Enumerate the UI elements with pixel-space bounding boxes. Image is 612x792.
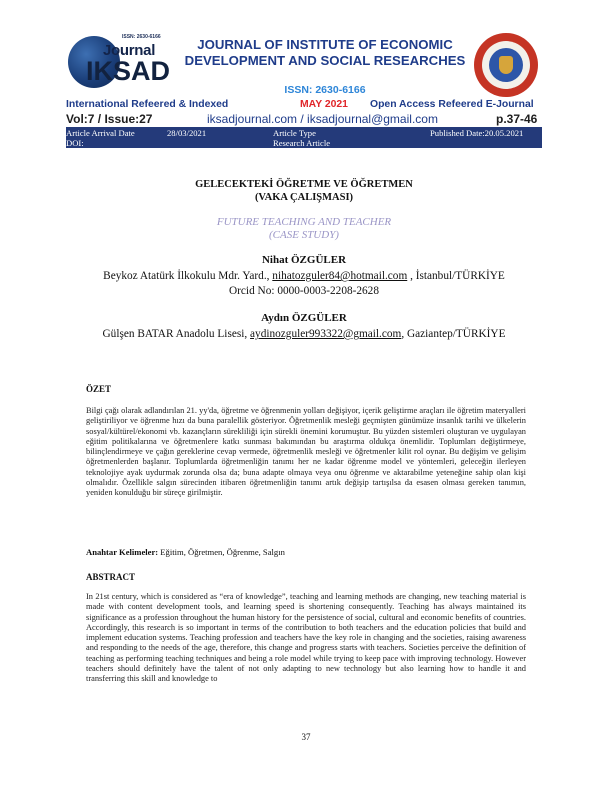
author1-affiliation	[66, 269, 542, 283]
published-date: Published Date:20.05.2021	[430, 128, 524, 138]
article-type-value: Research Article	[273, 138, 331, 148]
refereed-indexed-label: International Refeered & Indexed	[66, 99, 229, 110]
turkish-title-line1: GELECEKTEKİ ÖĞRETME VE ÖĞRETMEN	[195, 179, 413, 190]
journal-issn: ISSN: 2630-6166	[284, 84, 366, 96]
keywords-values: Eğitim, Öğretmen, Öğrenme, Salgın	[158, 547, 285, 557]
ozet-heading: ÖZET	[86, 384, 112, 394]
author2-affiliation	[66, 327, 542, 341]
journal-iksad-logo	[66, 34, 178, 92]
turkish-title-line2: (VAKA ÇALIŞMASI)	[254, 192, 354, 203]
arrival-date-value: 28/03/2021	[167, 128, 207, 138]
author1-email-link[interactable]: nihatozguler84@hotmail.com	[272, 270, 408, 282]
abstract-heading: ABSTRACT	[86, 572, 136, 582]
keywords-line	[86, 547, 285, 557]
ozet-paragraph: Bilgi çağı olarak adlandırılan 21. yy'da, öğretme ve öğrenmenin yolları değişiyor, içerik geliştirme araçları ile öğretim materyalleri geliştiriliyor ve öğrenme hızı da buna paralellik gösteriyor. Öğretmenlik mesleği geçmişten günümüze insanlık tarihi ve ülkelerin sosyal/kültürel/ekonomi vb. kazançların sürekliliği için sürekli önemini korumuştur. Bu yüzden sistemleri oluşturan ve uygulayan eğitim politikalarına ve öğretmenlere katkı sunması bakımından bu araştırma oldukça önemlidir. Toplumları değiştirmeye, bilinçlendirmeye ve çağın gereklerine cevap vermede, öğretmenlik mesleği ve öğretmenler kilit rol oynar. Bu değişim ve gelişim öğretmenlerden başlanır. Toplumlarda öğretmenliğin tanımı her ne kadar öğrenme model ve yöntemleri, geleceğin ilerleyen teknolojiye ayak uydurmak zorunda olsa da; buna adapte olmaya veya onu öğrenme ve aktarabilme yeteneğine sahip olan kişi olmalıdır. Özellikle salgın sürecinden itibaren öğretmenliğin tanımı artık değişip tartışılsa da esasen olması gereken tanımın, yeniden konulduğu bir süreçe girilmiştir.	[86, 406, 526, 498]
volume-issue: Vol:7 / Issue:27	[66, 112, 153, 126]
doi-label: DOI:	[66, 138, 84, 148]
author1-location: , İstanbul/TÜRKİYE	[407, 270, 505, 282]
keywords-label: Anahtar Kelimeler:	[86, 547, 159, 557]
author1-orcid: Orcid No: 0000-0003-2208-2628	[229, 285, 379, 297]
page-range: p.37-46	[496, 112, 538, 126]
english-title-line1: FUTURE TEACHING AND TEACHER	[216, 216, 392, 228]
turkish-title	[66, 178, 542, 204]
author2-institution: Gülşen BATAR Anadolu Lisesi,	[102, 328, 251, 340]
author2-name: Aydın ÖZGÜLER	[261, 312, 347, 324]
logo-issn: ISSN: 2630-6166	[122, 34, 161, 40]
author1-name: Nihat ÖZGÜLER	[261, 254, 347, 266]
author2-email-link[interactable]: aydinozguler993322@gmail.com	[250, 328, 402, 340]
abstract-paragraph: In 21st century, which is considered as “era of knowledge”, teaching and learning methods are changing, new teaching material is made with content development tools, and learning speed is shortening consequently. Teaching has always maintained its significance as a profession throughout the human history for the persistence of social, cultural and economic benefits of countries. Accordingly, this research is so important in terms of the contribution to both teachers and the education policies that build and implement education systems. Teaching profession and teachers have the key role in changing and the societies, raising awareness and responding to the needs of the age, therefore, this change and progress starts with teachers. Societies perceive the definition of teaching as performing teaching techniques and being a role model while trying to keep pace with improving technology. However teachers should definitely have the talent of not only adapting to new technology but also learning how to handle it and transferring this skill and knowledge to	[86, 592, 526, 684]
author2-location: , Gaziantep/TÜRKİYE	[401, 328, 506, 340]
seal-emblem-icon	[489, 48, 523, 82]
journal-title: JOURNAL OF INSTITUTE OF ECONOMIC DEVELOPMENT AND SOCIAL RESEARCHES	[184, 37, 466, 68]
article-meta-bar	[66, 127, 542, 148]
institute-seal-icon	[474, 33, 538, 97]
arrival-date-label: Article Arrival Date	[66, 128, 135, 138]
issue-date: MAY 2021	[300, 99, 348, 110]
logo-iksad-word: IKSAD	[86, 56, 171, 86]
journal-websites: iksadjournal.com / iksadjournal@gmail.com	[207, 112, 438, 126]
author1-institution: Beykoz Atatürk İlkokulu Mdr. Yard.,	[103, 270, 273, 282]
article-type-label: Article Type	[273, 128, 316, 138]
english-title-line2: (CASE STUDY)	[269, 229, 339, 241]
logo-journal-word: Journal	[103, 42, 156, 59]
page-number: 37	[301, 732, 311, 742]
english-title	[66, 216, 542, 242]
open-access-label: Open Access Refeered E-Journal	[370, 99, 534, 110]
